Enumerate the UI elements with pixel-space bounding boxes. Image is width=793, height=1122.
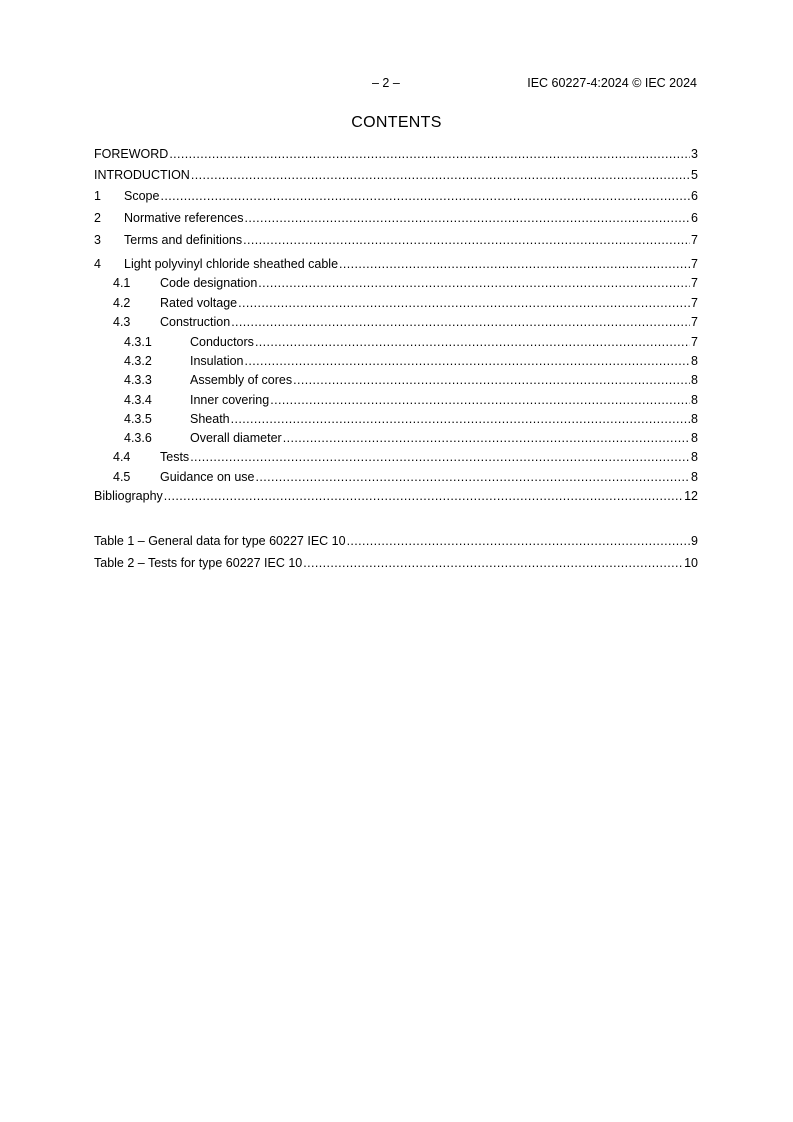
toc-entry-page: 8 [691, 470, 698, 484]
toc-entry-title: Tests [160, 450, 190, 464]
dot-leader [231, 313, 690, 332]
toc-entry-title: Inner covering [190, 393, 270, 407]
toc-entry-page: 7 [691, 257, 698, 271]
table-list-page: 10 [684, 556, 698, 570]
toc-entry[interactable] [94, 429, 698, 448]
toc-entry-number: 4.2 [113, 296, 131, 310]
toc-entry[interactable] [94, 274, 698, 293]
dot-leader [258, 274, 690, 293]
toc-entry-number: 4.3.1 [124, 335, 152, 349]
toc-entry-number: 4.1 [113, 276, 131, 290]
toc-entry[interactable] [94, 468, 698, 487]
toc-entry-page: 8 [691, 431, 698, 445]
toc-entry-title: INTRODUCTION [94, 168, 190, 182]
toc-entry-number: 4.3 [113, 315, 131, 329]
toc-entry-page: 8 [691, 393, 698, 407]
dot-leader [283, 429, 690, 448]
toc-entry-page: 8 [691, 373, 698, 387]
dot-leader [245, 352, 691, 371]
dot-leader [245, 209, 691, 228]
toc-entry-page: 7 [691, 233, 698, 247]
dot-leader [191, 166, 690, 185]
table-list-entry[interactable] [94, 532, 698, 551]
toc-entry-page: 12 [684, 489, 698, 503]
toc-entry-title: Rated voltage [160, 296, 238, 310]
toc-entry-page: 8 [691, 354, 698, 368]
toc-entry-page: 7 [691, 296, 698, 310]
toc-entry-number: 4.3.5 [124, 412, 152, 426]
dot-leader [339, 255, 690, 274]
dot-leader [270, 391, 690, 410]
table-list-title: Table 1 – General data for type 60227 IEC 10 [94, 534, 346, 548]
toc-entry-title: Assembly of cores [190, 373, 293, 387]
dot-leader [164, 487, 683, 506]
toc-entry-number: 4 [94, 257, 101, 271]
toc-entry-number: 4.3.6 [124, 431, 152, 445]
toc-entry-page: 6 [691, 211, 698, 225]
toc-entry[interactable] [94, 255, 698, 274]
toc-entry-title: Construction [160, 315, 231, 329]
toc-entry[interactable] [94, 333, 698, 352]
toc-entry-title: Terms and definitions [124, 233, 243, 247]
toc-entry-page: 8 [691, 412, 698, 426]
toc-entry-title: Sheath [190, 412, 230, 426]
toc-entry-number: 4.3.4 [124, 393, 152, 407]
page-title: CONTENTS [351, 114, 442, 131]
toc-entry[interactable] [94, 294, 698, 313]
toc-entry-number: 4.3.2 [124, 354, 152, 368]
toc-entry-title: Normative references [124, 211, 244, 225]
toc-entry-number: 4.5 [113, 470, 131, 484]
dot-leader [347, 532, 690, 551]
toc-entry-page: 5 [691, 168, 698, 182]
toc-entry[interactable] [94, 352, 698, 371]
document-id: IEC 60227-4:2024 © IEC 2024 [527, 76, 697, 90]
toc-entry-page: 8 [691, 450, 698, 464]
toc-entry-page: 7 [691, 315, 698, 329]
toc-entry-title: Conductors [190, 335, 254, 349]
toc-entry[interactable] [94, 166, 698, 185]
toc-entry-title: Insulation [190, 354, 244, 368]
table-list-title: Table 2 – Tests for type 60227 IEC 10 [94, 556, 303, 570]
toc-entry[interactable] [94, 371, 698, 390]
toc-entry-page: 6 [691, 189, 698, 203]
dot-leader [190, 448, 690, 467]
toc-entry[interactable] [94, 231, 698, 250]
toc-entry[interactable] [94, 145, 698, 164]
toc-entry-number: 3 [94, 233, 101, 247]
toc-entry-page: 3 [691, 147, 698, 161]
toc-entry-title: Bibliography [94, 489, 163, 503]
toc-entry[interactable] [94, 187, 698, 206]
toc-entry-title: Guidance on use [160, 470, 255, 484]
toc-entry[interactable] [94, 313, 698, 332]
toc-entry-title: FOREWORD [94, 147, 169, 161]
toc-entry-number: 4.3.3 [124, 373, 152, 387]
table-list-entry[interactable] [94, 554, 698, 573]
toc-entry-number: 1 [94, 189, 101, 203]
toc-entry-page: 7 [691, 335, 698, 349]
dot-leader [293, 371, 690, 390]
toc-entry[interactable] [94, 209, 698, 228]
toc-entry-title: Overall diameter [190, 431, 282, 445]
dot-leader [243, 231, 690, 250]
toc-entry-title: Scope [124, 189, 160, 203]
dot-leader [169, 145, 690, 164]
dot-leader [238, 294, 690, 313]
toc-entry-number: 2 [94, 211, 101, 225]
dot-leader [231, 410, 690, 429]
dot-leader [160, 187, 690, 206]
toc-entry[interactable] [94, 487, 698, 506]
dot-leader [303, 554, 683, 573]
toc-entry-title: Light polyvinyl chloride sheathed cable [124, 257, 339, 271]
dot-leader [256, 468, 691, 487]
dot-leader [255, 333, 690, 352]
page-number: – 2 – [372, 76, 400, 90]
toc-entry-number: 4.4 [113, 450, 131, 464]
toc-entry[interactable] [94, 391, 698, 410]
toc-entry[interactable] [94, 448, 698, 467]
toc-entry-page: 7 [691, 276, 698, 290]
table-list-page: 9 [691, 534, 698, 548]
toc-entry[interactable] [94, 410, 698, 429]
toc-entry-title: Code designation [160, 276, 258, 290]
